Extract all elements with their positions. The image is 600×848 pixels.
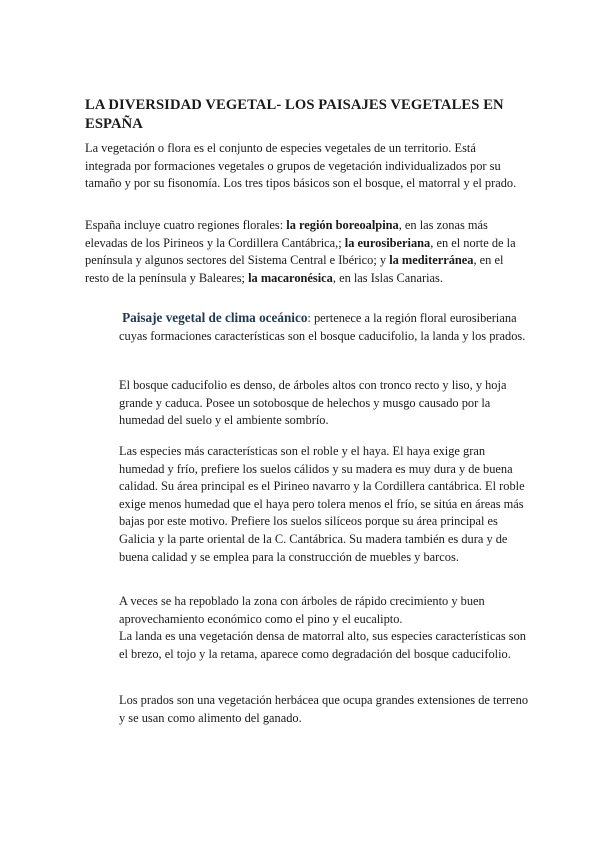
species-paragraph: Las especies más características son el roble y el haya. El haya exige gran humedad y frío, prefiere los suelos cálidos y su madera es muy dura y de buena calidad. Su área principal es el Pirineo navarro y la Cordillera cantábrica. El roble exige menos humedad que el haya pero tolera menos el frío, se sitúa en áreas más bajas por este motivo. Prefiere los suelos silíceos porque su área principal es Galicia y la parte oriental de la C. Cantábrica. Su madera también es dura y de buena calidad y se emplea para la construcción de muebles y barcos. bbox=[119, 444, 525, 564]
region-boreoalpina: la región boreoalpina bbox=[286, 218, 399, 232]
meadows-paragraph: Los prados son una vegetación herbácea que ocupa grandes extensiones de terreno y se usan como alimento del ganado. bbox=[119, 693, 529, 725]
section-heading: Paisaje vegetal de clima oceánico bbox=[122, 310, 308, 325]
regions-text: , en las Islas Canarias. bbox=[332, 270, 443, 285]
repopulation-text: A veces se ha repoblado la zona con árboles de rápido crecimiento y buen aprovechamiento económico como el pino y el eucalipto. bbox=[119, 594, 485, 626]
landa-text: La landa es una vegetación densa de matorral alto, sus especies características son el brezo, el tojo y la retama, aparece como degradación del bosque caducifolio. bbox=[119, 629, 526, 661]
oceanic-intro-paragraph bbox=[119, 309, 529, 345]
intro-paragraph: La vegetación o flora es el conjunto de especies vegetales de un territorio. Está integrada por formaciones vegetales o grupos de vegetación individualizados por su tamaño y por su fisonomía. Los tres tipos básicos son el bosque, el matorral y el prado. bbox=[85, 141, 517, 191]
region-macaronesica: la macaronésica bbox=[248, 270, 333, 285]
repopulation-landa-paragraph bbox=[119, 593, 529, 663]
page-title: LA DIVERSIDAD VEGETAL- LOS PAISAJES VEGETALES EN ESPAÑA bbox=[85, 97, 504, 132]
regions-text: España incluye cuatro regiones florales: bbox=[85, 218, 287, 232]
oceanic-lead: : pertenece a la región floral eurosiberiana cuyas formaciones características son el bosque caducifolio, la landa y los prados. bbox=[119, 311, 526, 343]
region-mediterranea: la mediterránea bbox=[389, 253, 474, 268]
regions-text: , en el norte de la península y algunos sectores del Sistema Central e Ibérico; y bbox=[85, 235, 516, 268]
regions-paragraph bbox=[85, 217, 530, 287]
region-eurosiberiana: la eurosiberiana bbox=[344, 235, 431, 250]
forest-paragraph: El bosque caducifolio es denso, de árboles altos con tronco recto y liso, y hoja grande y caduca. Posee un sotobosque de helechos y musgo causado por la humedad del suelo y el ambiente sombrío. bbox=[119, 378, 507, 428]
regions-text: , en las zonas más elevadas de los Pirineos y la Cordillera Cantábrica,; bbox=[85, 218, 488, 250]
regions-text: , en el resto de la península y Baleares; bbox=[85, 253, 504, 285]
